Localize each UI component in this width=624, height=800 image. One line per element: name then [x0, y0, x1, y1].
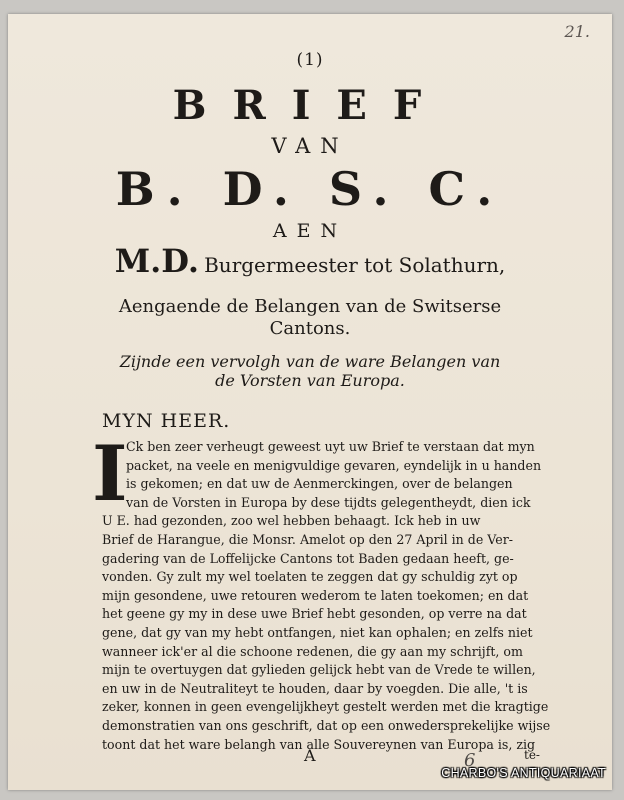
title-aen: AEN — [272, 220, 348, 242]
subject — [8, 296, 612, 340]
body-line: het geene gy my in dese uwe Brief hebt gesonden, op verre na dat — [102, 606, 527, 622]
body-line: vonden. Gy zult my wel toelaten te zeggen dat gy schuldig zyt op — [102, 569, 518, 585]
page-number: (1) — [296, 50, 324, 70]
body-line: demonstratien van ons geschrift, dat op een onwedersprekelijke wijse — [102, 717, 551, 733]
body-line: mijn te overtuygen dat gylieden gelijck hebt van de Vrede te willen, — [102, 662, 536, 678]
addressee-initials: M.D. — [114, 242, 200, 280]
body-line: van de Vorsten in Europa by dese tijdts gelegentheydt, dien ick — [126, 494, 531, 510]
subtitle — [8, 352, 612, 390]
signature-mark: A — [304, 746, 316, 765]
salutation: MYN HEER. — [102, 410, 231, 432]
body-line: zeker, konnen in geen evengelijkheyt gestelt werden met die kragtige — [102, 699, 549, 715]
title-brief: BRIEF — [172, 82, 448, 129]
drop-capital: I — [92, 429, 128, 518]
handwritten-corner-note: 21. — [564, 22, 590, 41]
body-line: gadering van de Loffelijcke Cantons tot Baden gedaan heeft, ge- — [102, 550, 514, 566]
body-paragraph — [102, 438, 551, 754]
body-line: wanneer ick'er al die schoone redenen, die gy aan my schrijft, om — [102, 643, 523, 659]
author-initials: B. D. S. C. — [115, 162, 505, 216]
title-van: VAN — [271, 134, 349, 158]
dealer-watermark: CHARBO'S ANTIQUARIAAT — [441, 766, 606, 780]
catchword: te- — [524, 748, 540, 762]
body-line: toont dat het ware belangh van alle Souvereynen van Europa is, zig — [102, 736, 536, 752]
document-page — [8, 14, 612, 790]
subtitle-line: de Vorsten van Europa. — [215, 371, 405, 390]
body-line: Brief de Harangue, die Monsr. Amelot op den 27 April in de Ver- — [102, 531, 513, 547]
body-line: U E. had gezonden, zoo wel hebben behaagt. Ick heb in uw — [102, 513, 481, 529]
addressee-title: Burgermeester tot Solathurn, — [204, 253, 506, 277]
body-line: en uw in de Neutraliteyt te houden, daar by voegden. Die alle, 't is — [102, 680, 528, 696]
body-line: packet, na veele en menigvuldige gevaren, eyndelijk in u handen — [126, 457, 542, 473]
subtitle-line: Zijnde een vervolgh van de ware Belangen van — [119, 352, 501, 371]
body-line: gene, dat gy van my hebt ontfangen, niet kan ophalen; en zelfs niet — [102, 624, 533, 640]
body-line: is gekomen; en dat uw de Aenmerckingen, over de belangen — [126, 476, 513, 492]
body-line: mijn gesondene, uwe retouren wederom te laten toekomen; en dat — [102, 587, 529, 603]
subject-line: Aengaende de Belangen van de Switserse — [118, 296, 502, 317]
pencil-note: 6 — [464, 750, 476, 771]
addressee-line — [8, 242, 612, 280]
subject-line: Cantons. — [269, 318, 351, 339]
body-line: Ck ben zeer verheugt geweest uyt uw Brief te verstaan dat myn — [126, 439, 535, 454]
